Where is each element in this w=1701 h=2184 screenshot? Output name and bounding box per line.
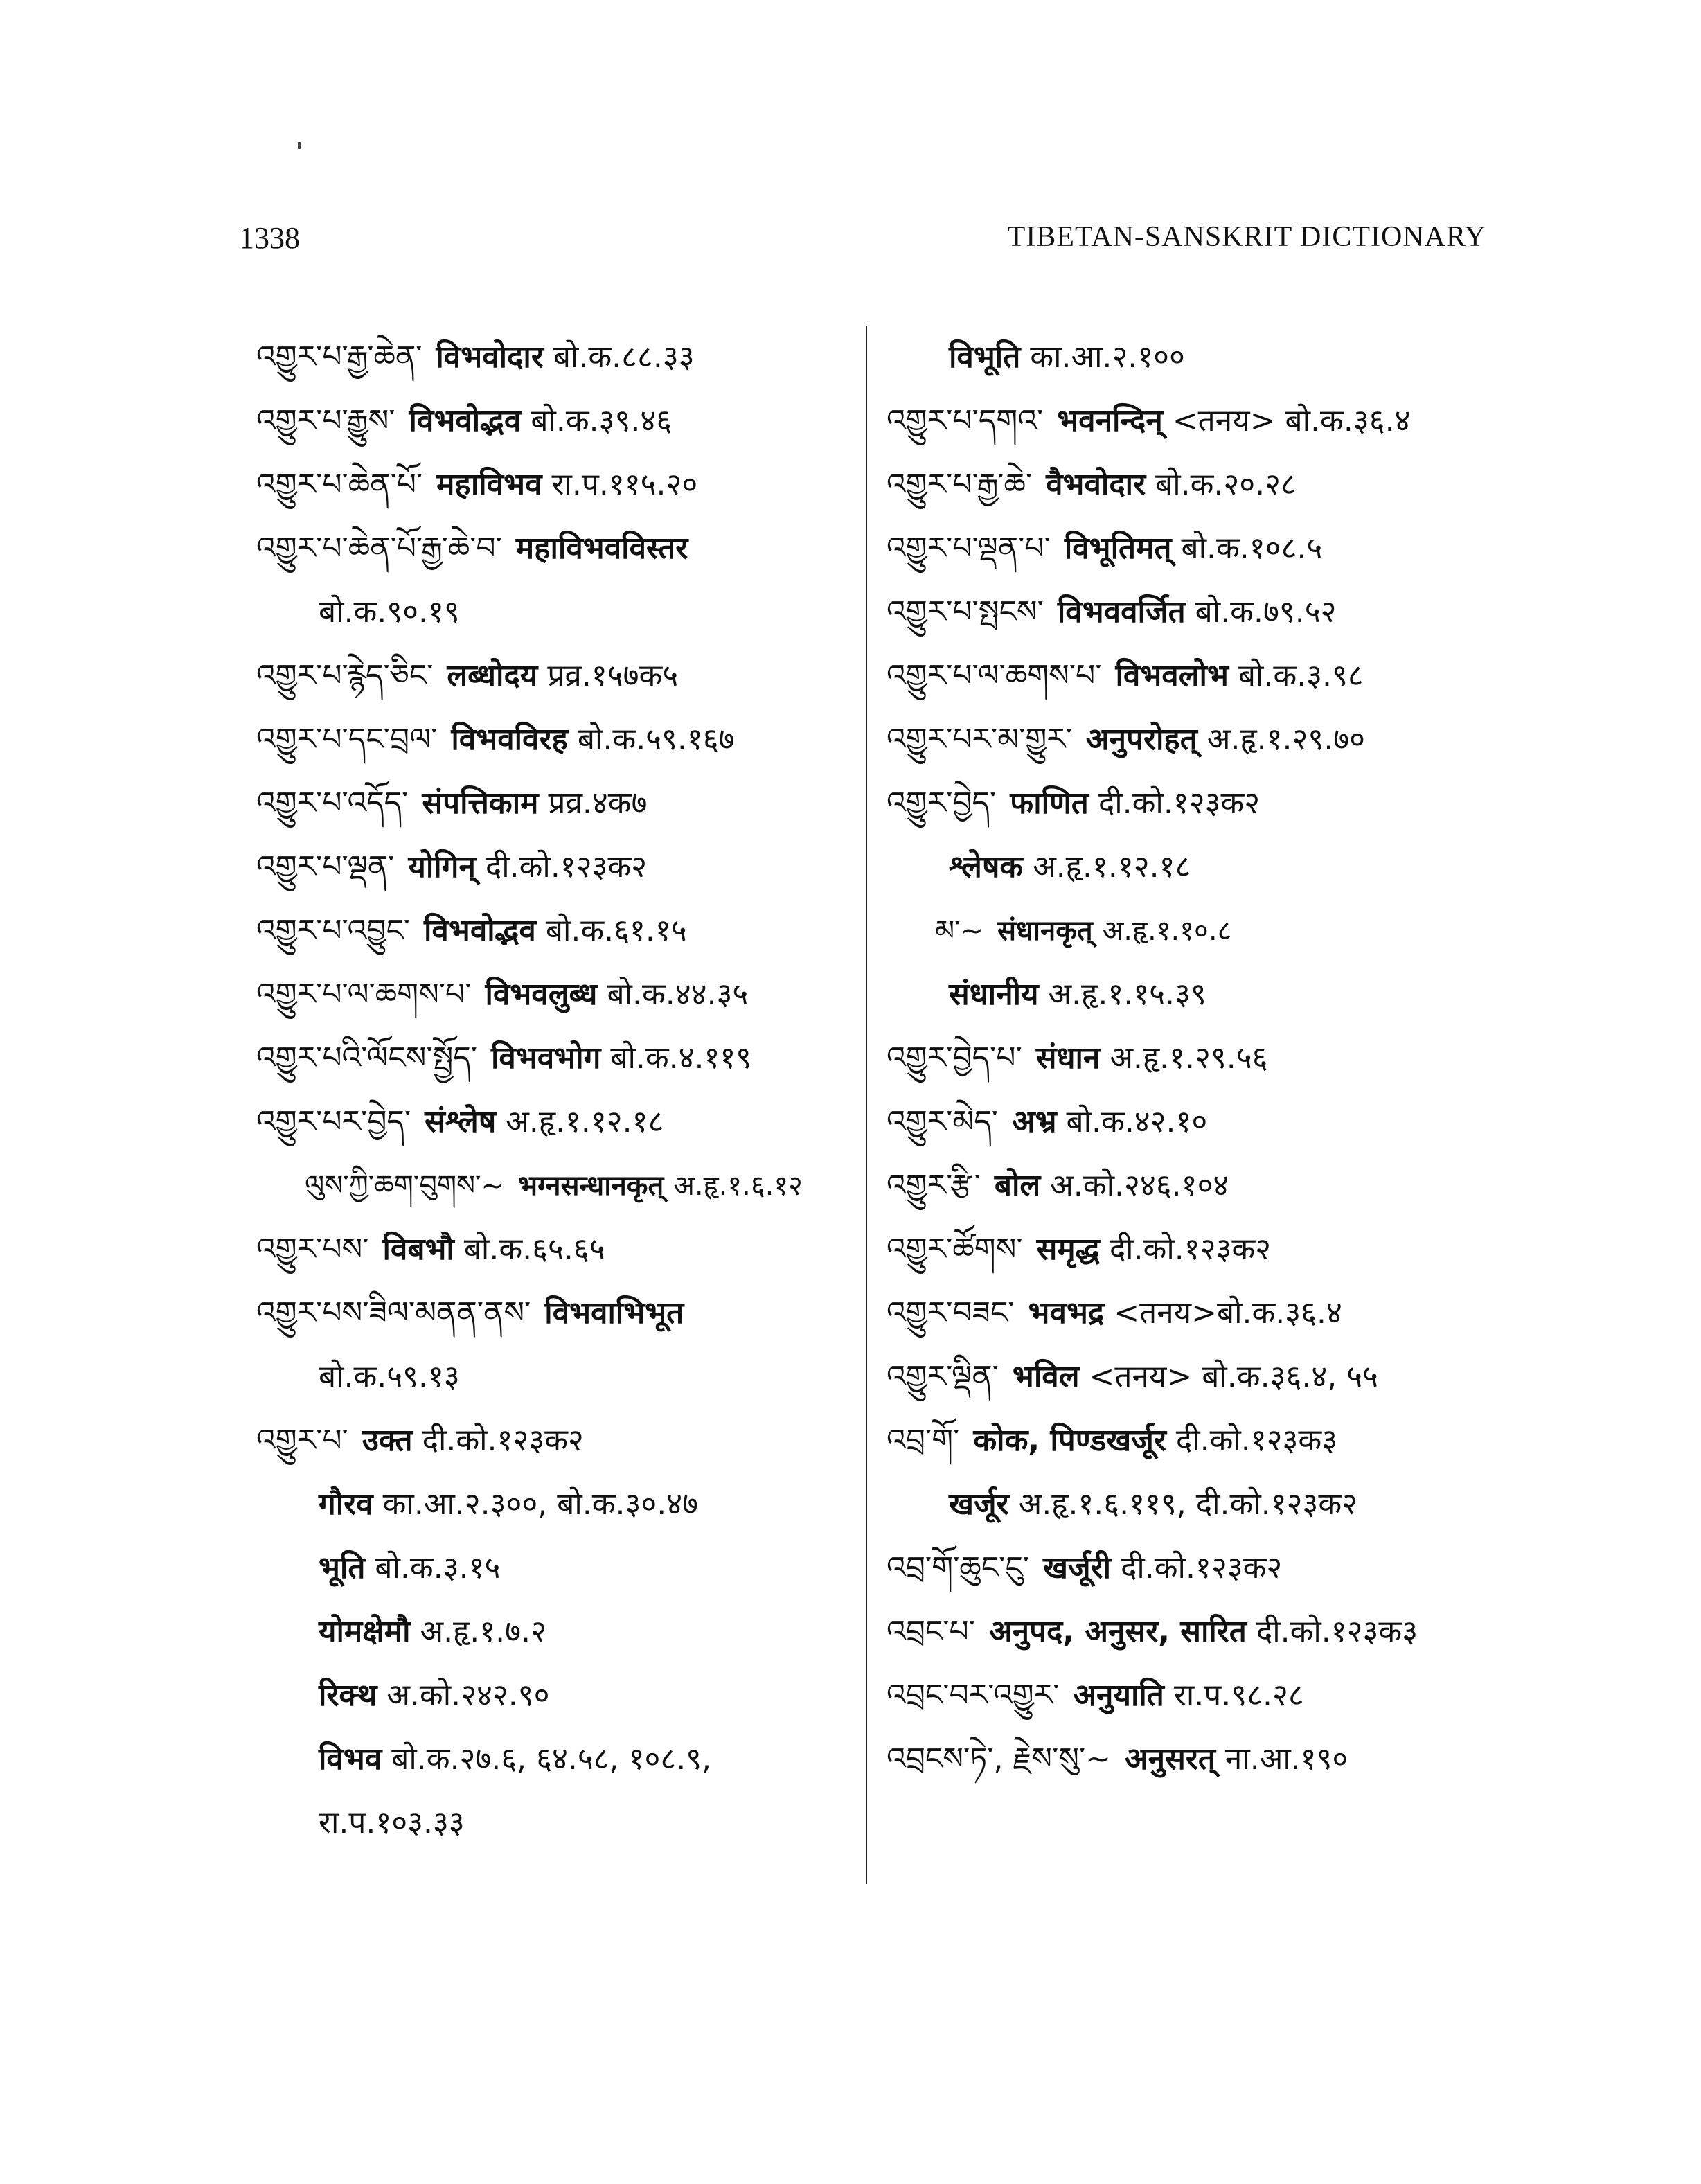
tibetan-headword: འགྱུར་པ་རྒྱ་ཆེན་ [256, 339, 422, 375]
dictionary-entry [887, 1345, 1510, 1409]
source-reference: का.आ.२.३००, बो.क.३०.४७ [382, 1486, 699, 1522]
source-reference: अ.को.२४२.९० [386, 1678, 550, 1713]
dictionary-entry [256, 1218, 852, 1281]
source-reference: प्रव्र.४क७ [548, 785, 648, 821]
dictionary-entry [256, 1791, 852, 1855]
source-reference: दी.को.१२३क२ [1109, 1232, 1272, 1267]
source-reference: अ.हृ.१.२९.७० [1206, 722, 1366, 757]
source-reference: अ.हृ.१.१५.३९ [1048, 977, 1206, 1012]
sanskrit-equivalent: विभवोद्भव [424, 913, 536, 948]
dictionary-entry [887, 1409, 1510, 1473]
dictionary-entry [256, 708, 852, 772]
tibetan-headword: འགྱུར་བཟང་ [887, 1295, 1015, 1331]
tibetan-headword: འགྱུར་པར་མ་གྱུར་ [887, 722, 1072, 757]
source-reference: अ.हृ.१.६.११९, दी.को.१२३क२ [1018, 1486, 1358, 1522]
tibetan-headword: འགྱུར་པ་སྤངས་ [887, 594, 1044, 630]
dictionary-entry [887, 1154, 1510, 1218]
tibetan-headword: འགྱུར་པ་འདོད་ [256, 785, 409, 821]
dictionary-entry [887, 1281, 1510, 1345]
dictionary-entry [887, 772, 1510, 835]
source-reference: दी.को.१२३क२ [485, 849, 648, 885]
dictionary-entry [256, 899, 852, 963]
left-column [256, 326, 852, 1855]
source-reference: बो.क.२७.६, ६४.५८, १०८.९, [391, 1741, 712, 1777]
dictionary-entry [256, 517, 852, 580]
dictionary-entry [256, 1473, 852, 1536]
source-reference: अ.हृ.१.१२.१८ [506, 1104, 664, 1139]
source-reference: बो.क.६१.१५ [545, 913, 687, 948]
sanskrit-equivalent: महाविभवविस्तर [515, 531, 688, 566]
tibetan-headword: མ་~ [935, 915, 983, 947]
source-reference: बो.क.४.११९ [610, 1040, 752, 1076]
dictionary-entry [887, 644, 1510, 708]
dictionary-entry [256, 1345, 852, 1409]
source-reference: दी.को.१२३क२ [422, 1423, 584, 1458]
sanskrit-equivalent: समृद्ध [1036, 1232, 1100, 1267]
tibetan-headword: འགྱུར་པས་ [256, 1232, 369, 1267]
source-reference: बो.क.२०.२८ [1155, 467, 1297, 502]
dictionary-entry [887, 708, 1510, 772]
sanskrit-equivalent: अनुपद, अनुसर, सारित [989, 1614, 1247, 1649]
sanskrit-equivalent: खर्जूर [949, 1486, 1009, 1522]
source-reference: अ.को.२४६.१०४ [1050, 1168, 1229, 1203]
tibetan-headword: འགྱུར་པ་རྒྱུས་ [256, 403, 395, 438]
dictionary-entry [887, 1090, 1510, 1154]
dictionary-entry [256, 835, 852, 899]
source-reference: अ.हृ.१.६.१२ [673, 1170, 803, 1202]
sanskrit-equivalent: अनुपरोहत् [1085, 722, 1197, 757]
sanskrit-equivalent: योमक्षेमौ [319, 1614, 411, 1649]
dictionary-entry [256, 1728, 852, 1791]
tibetan-headword: འགྱུར་ལྡིན་ [887, 1359, 999, 1394]
page-number: 1338 [239, 221, 300, 255]
column-divider [866, 326, 867, 1884]
sanskrit-equivalent: संश्लेष [425, 1104, 497, 1139]
source-reference: बो.क.४४.३५ [607, 977, 749, 1012]
sanskrit-equivalent: फाणित [1010, 785, 1089, 821]
dictionary-entry [887, 326, 1510, 389]
tibetan-headword: འགྱུར་པ་རྙེད་ཅིང་ [256, 658, 434, 693]
source-reference: दी.को.१२३क३ [1175, 1423, 1338, 1458]
source-reference: बो.क.३९.४६ [531, 403, 673, 438]
tibetan-headword: འགྱུར་པས་ཟིལ་མནན་ནས་ [256, 1295, 531, 1331]
source-reference: बो.क.८८.३३ [553, 339, 695, 375]
source-reference: अ.हृ.१.७.२ [420, 1614, 546, 1649]
sanskrit-equivalent: विभवोद्भव [409, 403, 522, 438]
tibetan-headword: འགྱུར་པ་ལ་ཆགས་པ་ [256, 977, 472, 1012]
source-reference: बो.क.७९.५२ [1195, 594, 1337, 630]
dictionary-entry [256, 644, 852, 708]
tibetan-headword: འགྱུར་པ་དགའ་ [887, 403, 1044, 438]
sanskrit-equivalent: बोल [994, 1168, 1041, 1203]
dictionary-entry [256, 1027, 852, 1090]
tibetan-headword: འགྱུར་པའི་ལོངས་སྤྱོད་ [256, 1040, 477, 1076]
tibetan-headword: ལུས་ཀྱི་ཆག་བུགས་~ [305, 1170, 504, 1202]
sanskrit-equivalent: गौरव [319, 1486, 373, 1522]
sanskrit-equivalent: भवभद्र [1028, 1295, 1105, 1331]
source-reference: दी.को.१२३क२ [1121, 1550, 1283, 1586]
source-reference: ना.आ.१९० [1224, 1741, 1348, 1777]
dictionary-entry [256, 1154, 852, 1218]
tibetan-headword: འགྱུར་པ་རྒྱ་ཆེ་ [887, 467, 1033, 502]
source-reference: बो.क.३.९८ [1238, 658, 1364, 693]
dictionary-entry [887, 1664, 1510, 1728]
sanskrit-equivalent: महाविभव [436, 467, 542, 502]
dictionary-entry [887, 389, 1510, 453]
source-reference: <तनय>बो.क.३६.४ [1114, 1295, 1342, 1331]
tibetan-headword: འབྲངས་ཏེ་, རྗེས་སུ་~ [887, 1741, 1112, 1777]
sanskrit-equivalent: संधानीय [949, 977, 1039, 1012]
source-reference: रा.प.११५.२० [551, 467, 698, 502]
tibetan-headword: འགྱུར་རྩི་ [887, 1168, 981, 1203]
sanskrit-equivalent: वैभवोदार [1046, 467, 1146, 502]
source-reference: रा.प.९८.२८ [1173, 1678, 1304, 1713]
running-head: TIBETAN-SANSKRIT DICTIONARY [1007, 221, 1486, 253]
sanskrit-equivalent: विभवभोग [491, 1040, 601, 1076]
dictionary-entry [887, 517, 1510, 580]
dictionary-entry [256, 1664, 852, 1728]
source-reference: बो.क.५९.१६७ [577, 722, 735, 757]
source-reference: अ.हृ.१.२९.५६ [1110, 1040, 1268, 1076]
source-reference: बो.क.१०८.५ [1181, 531, 1323, 566]
sanskrit-equivalent: विभवोदार [436, 339, 544, 375]
tibetan-headword: འགྱུར་པ་ཆེན་པོ་རྒྱ་ཆེ་བ་ [256, 531, 502, 566]
dictionary-entry [256, 389, 852, 453]
sanskrit-equivalent: भवनन्दिन् [1057, 403, 1163, 438]
tibetan-headword: འགྱུར་ཚོགས་ [887, 1232, 1023, 1267]
tibetan-headword: འགྱུར་མེད་ [887, 1104, 998, 1139]
source-reference: बो.क.९०.१९ [319, 594, 460, 630]
source-reference: अ.हृ.१.१२.१८ [1033, 849, 1191, 885]
sanskrit-equivalent: विभवलुब्ध [485, 977, 598, 1012]
sanskrit-equivalent: भूति [319, 1550, 366, 1586]
dictionary-entry [256, 326, 852, 389]
source-reference: <तनय> बो.क.३६.४ [1172, 403, 1411, 438]
dictionary-entry [256, 1090, 852, 1154]
dictionary-entry [256, 963, 852, 1027]
sanskrit-equivalent: विभवलोभ [1115, 658, 1229, 693]
sanskrit-equivalent: संपत्तिकाम [422, 785, 539, 821]
source-reference: बो.क.५९.१३ [319, 1359, 460, 1394]
sanskrit-equivalent: भग्नसन्धानकृत् [517, 1170, 664, 1202]
dictionary-entry [256, 1409, 852, 1473]
tibetan-headword: འགྱུར་པ་ལ་ཆགས་པ་ [887, 658, 1102, 693]
dictionary-entry [887, 453, 1510, 517]
dictionary-entry [256, 1281, 852, 1345]
sanskrit-equivalent: लब्धोदय [447, 658, 538, 693]
sanskrit-equivalent: अभ्र [1011, 1104, 1057, 1139]
source-reference: दी.को.१२३क३ [1256, 1614, 1418, 1649]
right-column [887, 326, 1510, 1791]
dictionary-entry [256, 453, 852, 517]
sanskrit-equivalent: विभववर्जित [1057, 594, 1186, 630]
source-reference: अ.हृ.१.१०.८ [1102, 915, 1232, 947]
tibetan-headword: འགྱུར་བྱེད་པ་ [887, 1040, 1022, 1076]
tibetan-headword: འབྲ་གོ་ [887, 1423, 960, 1458]
sanskrit-equivalent: विभवाभिभूत [544, 1295, 684, 1331]
sanskrit-equivalent: योगिन् [408, 849, 476, 885]
tibetan-headword: འབྲ་གོ་ཆུང་ངུ་ [887, 1550, 1029, 1586]
source-reference: बो.क.३.१५ [375, 1550, 501, 1586]
sanskrit-equivalent: संधान [1035, 1040, 1101, 1076]
source-reference: रा.प.१०३.३३ [319, 1805, 465, 1840]
sanskrit-equivalent: कोक, पिण्डखर्जूर [973, 1423, 1166, 1458]
sanskrit-equivalent: विबभौ [382, 1232, 454, 1267]
source-reference: दी.को.१२३क२ [1098, 785, 1261, 821]
page-speck [298, 142, 301, 149]
sanskrit-equivalent: खर्जूरी [1042, 1550, 1112, 1586]
source-reference: <तनय> बो.क.३६.४, ५५ [1089, 1359, 1378, 1394]
dictionary-entry [256, 772, 852, 835]
sanskrit-equivalent: विभव [319, 1741, 382, 1777]
sanskrit-equivalent: विभूति [949, 339, 1021, 375]
sanskrit-equivalent: विभूतिमत् [1064, 531, 1172, 566]
tibetan-headword: འབྲང་བར་འགྱུར་ [887, 1678, 1060, 1713]
tibetan-headword: འགྱུར་པ་ལྡན་ [256, 849, 395, 885]
sanskrit-equivalent: श्लेषक [949, 849, 1024, 885]
dictionary-entry [887, 1536, 1510, 1600]
tibetan-headword: འགྱུར་བྱེད་ [887, 785, 997, 821]
source-reference: बो.क.६५.६५ [463, 1232, 605, 1267]
tibetan-headword: འགྱུར་པ་ལྡན་པ་ [887, 531, 1051, 566]
dictionary-entry [887, 1728, 1510, 1791]
dictionary-entry [256, 1600, 852, 1664]
dictionary-entry [887, 1218, 1510, 1281]
dictionary-entry [887, 1600, 1510, 1664]
dictionary-entry [256, 580, 852, 644]
source-reference: प्रव्र.१५७क५ [547, 658, 679, 693]
tibetan-headword: འགྱུར་པ་འབྱུང་ [256, 913, 411, 948]
source-reference: का.आ.२.१०० [1030, 339, 1185, 375]
tibetan-headword: འབྲང་པ་ [887, 1614, 975, 1649]
dictionary-entry [256, 1536, 852, 1600]
sanskrit-equivalent: रिक्थ [319, 1678, 377, 1713]
sanskrit-equivalent: विभवविरह [451, 722, 568, 757]
dictionary-entry [887, 1473, 1510, 1536]
sanskrit-equivalent: अनुयाति [1073, 1678, 1164, 1713]
sanskrit-equivalent: भविल [1012, 1359, 1080, 1394]
dictionary-entry [887, 580, 1510, 644]
dictionary-entry [887, 963, 1510, 1027]
tibetan-headword: འགྱུར་པ་ [256, 1423, 348, 1458]
tibetan-headword: འགྱུར་པ་དང་བྲལ་ [256, 722, 438, 757]
tibetan-headword: འགྱུར་པ་ཆེན་པོ་ [256, 467, 423, 502]
dictionary-entry [887, 899, 1510, 963]
dictionary-entry [887, 835, 1510, 899]
sanskrit-equivalent: संधानकृत् [997, 915, 1093, 947]
dictionary-entry [887, 1027, 1510, 1090]
source-reference: बो.क.४२.१० [1066, 1104, 1208, 1139]
sanskrit-equivalent: अनुसरत् [1125, 1741, 1215, 1777]
tibetan-headword: འགྱུར་པར་བྱེད་ [256, 1104, 411, 1139]
sanskrit-equivalent: उक्त [362, 1423, 413, 1458]
